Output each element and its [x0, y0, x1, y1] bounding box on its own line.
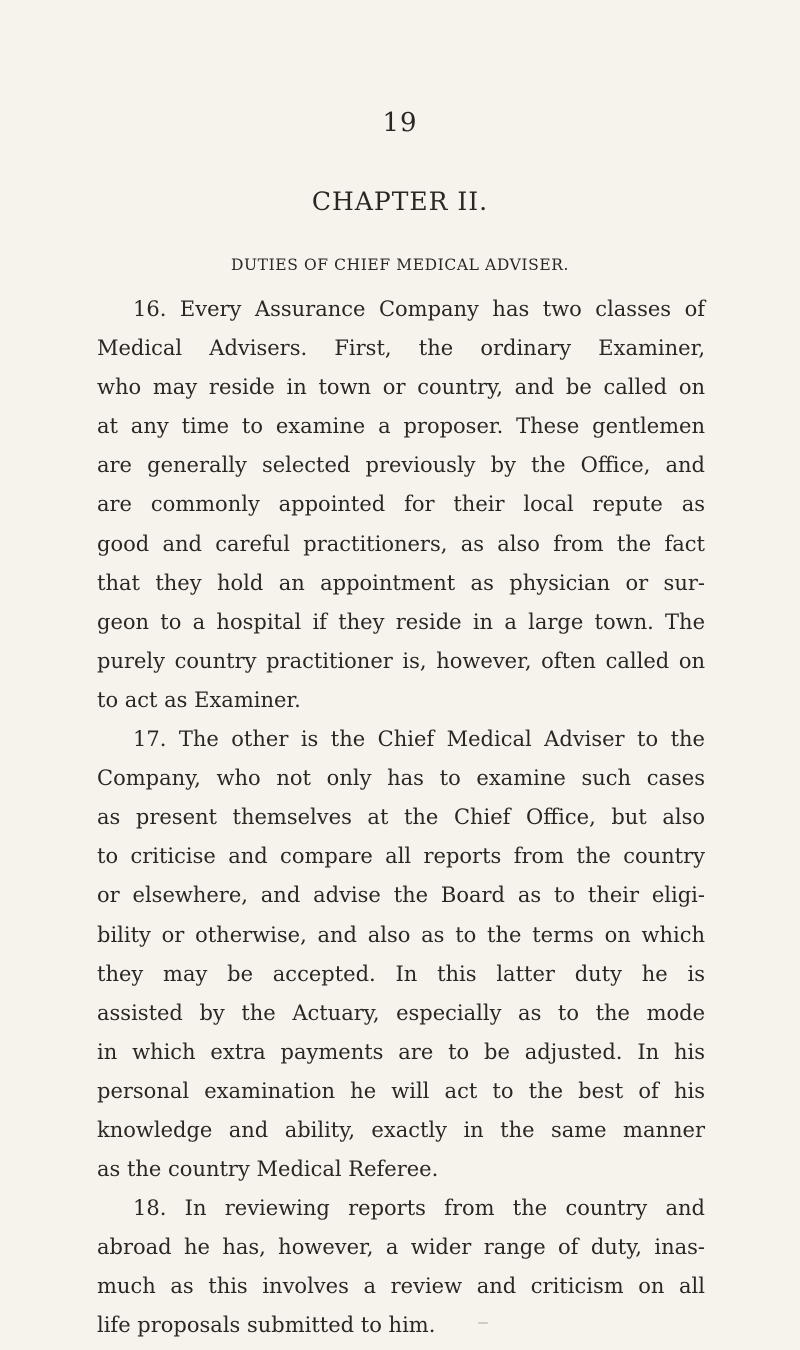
- text-line: as present themselves at the Chief Office, but also: [97, 805, 705, 830]
- chapter-title: CHAPTER II.: [311, 187, 489, 216]
- text-line: geon to a hospital if they reside in a large town. The: [97, 609, 705, 634]
- text-line: 18. In reviewing reports from the country and: [133, 1196, 705, 1221]
- text-line: much as this involves a review and criticism on all: [97, 1274, 705, 1299]
- text-line: to act as Examiner.: [97, 687, 301, 712]
- text-line: are generally selected previously by the Office, and: [97, 453, 705, 478]
- text-line: to criticise and compare all reports from the country: [97, 844, 705, 869]
- text-line: Company, who not only has to examine such cases: [97, 766, 705, 791]
- text-line: 16. Every Assurance Company has two classes of: [133, 297, 705, 321]
- text-line: Medical Advisers. First, the ordinary Examiner,: [97, 336, 705, 361]
- text-line: personal examination he will act to the best of his: [97, 1078, 705, 1103]
- text-line: good and careful practitioners, as also from the fact: [97, 531, 705, 556]
- text-line: bility or otherwise, and also as to the terms on which: [97, 922, 705, 947]
- text-line: they may be accepted. In this latter duty he is: [97, 961, 705, 986]
- text-line: knowledge and ability, exactly in the same manner: [97, 1117, 705, 1142]
- text-line: at any time to examine a proposer. These gentlemen: [97, 414, 705, 439]
- text-line: 17. The other is the Chief Medical Adviser to the: [133, 727, 705, 752]
- text-line: that they hold an appointment as physician or sur-: [97, 570, 705, 595]
- text-line: abroad he has, however, a wider range of duty, inas-: [97, 1235, 705, 1260]
- text-line: as the country Medical Referee.: [97, 1157, 439, 1182]
- chapter-subtitle: DUTIES OF CHIEF MEDICAL ADVISER.: [230, 256, 570, 274]
- text-line: assisted by the Actuary, especially as to the mode: [97, 1000, 705, 1025]
- text-line: are commonly appointed for their local repute as: [97, 492, 705, 517]
- text-line: purely country practitioner is, however, often called on: [97, 648, 705, 673]
- paper-smudge: [478, 1322, 488, 1324]
- text-line: in which extra payments are to be adjusted. In his: [97, 1039, 705, 1064]
- page-number: 19: [382, 108, 418, 138]
- text-line: life proposals submitted to him.: [97, 1313, 436, 1338]
- text-line: or elsewhere, and advise the Board as to their eligi-: [97, 883, 705, 908]
- text-line: who may reside in town or country, and be called on: [97, 375, 705, 400]
- body-text: [97, 290, 705, 1346]
